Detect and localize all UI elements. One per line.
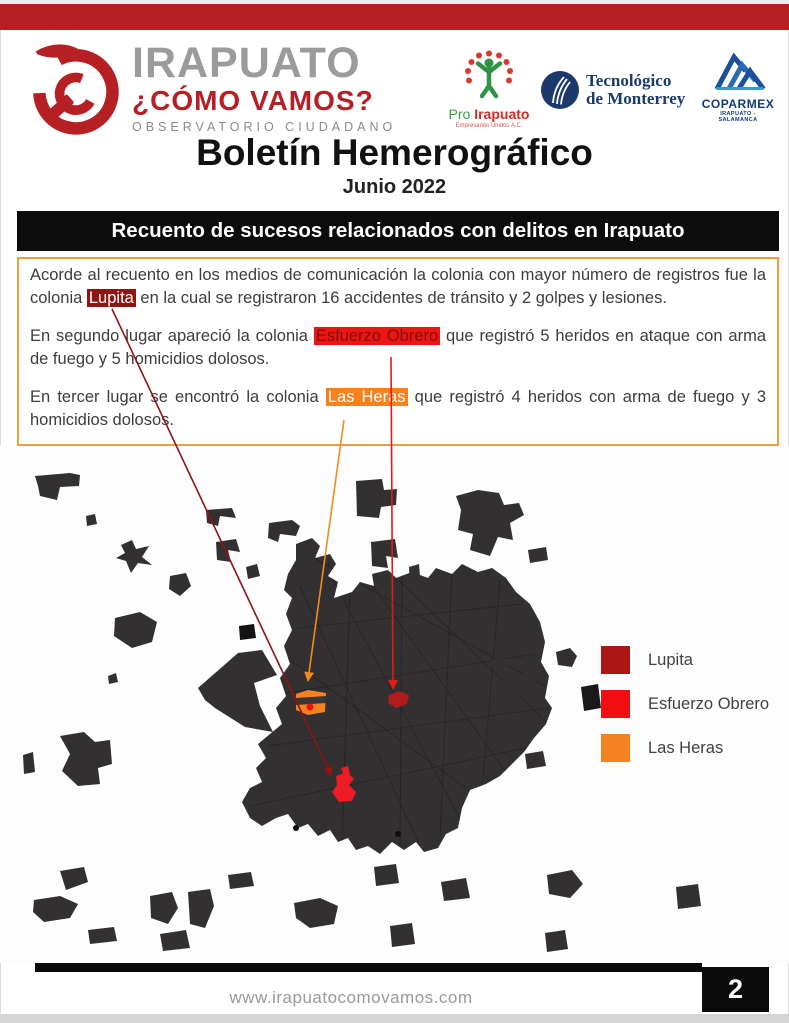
pro-irapuato-icon xyxy=(462,50,516,100)
coparmex-icon xyxy=(709,48,767,90)
lupita-color-swatch xyxy=(601,646,630,674)
tec-monterrey-logo xyxy=(540,70,700,110)
lupita-highlight: Lupita xyxy=(88,289,134,308)
las-heras-highlight: Las Heras xyxy=(327,387,406,406)
tec-monterrey-name xyxy=(586,72,685,108)
paragraph-2 xyxy=(30,325,766,372)
p2-text-after: que registró 5 heridos en ataque con arma de fuego y 5 homicidios dolosos. xyxy=(30,326,766,369)
esfuerzo-obrero-color-swatch xyxy=(601,690,630,718)
website-url[interactable]: www.irapuatocomovamos.com xyxy=(229,988,473,1007)
las-heras-color-swatch xyxy=(601,734,630,762)
p1-text-after: en la cual se registraron 16 accidentes de tránsito y 2 golpes y lesiones. xyxy=(135,289,667,308)
page-title: Boletín Hemerográfico xyxy=(196,132,593,173)
icv-logo-mark xyxy=(24,38,124,138)
logo-line-irapuato: IRAPUATO xyxy=(132,38,361,87)
p2-text-before: En segundo lugar apareció la colonia xyxy=(30,326,314,345)
legend-label: Las Heras xyxy=(648,738,724,757)
page-subtitle: Junio 2022 xyxy=(342,176,447,198)
p3-text-after: que registró 4 heridos con arma de fuego y 3 homicidios dolosos. xyxy=(30,387,767,430)
legend-item-lupita xyxy=(601,646,769,674)
page-number-badge: 2 xyxy=(702,967,769,1012)
map-legend xyxy=(601,646,769,778)
tec-line2: de Monterrey xyxy=(586,89,686,108)
coparmex-subtext: IRAPUATO - SALAMANCA xyxy=(718,111,758,123)
irapuato-word: Irapuato xyxy=(474,106,530,122)
coparmex-logo xyxy=(700,48,776,123)
legend-item-las-heras xyxy=(601,734,769,762)
paragraph-3 xyxy=(30,386,766,433)
legend-label: Lupita xyxy=(648,650,693,669)
section-banner: Recuento de sucesos relacionados con delitos en Irapuato xyxy=(17,211,779,251)
esfuerzo-obrero-highlight: Esfuerzo Obrero xyxy=(315,326,439,345)
legend-label: Esfuerzo Obrero xyxy=(648,694,770,713)
las-heras-map-marker xyxy=(296,690,326,715)
page-edge-bottom xyxy=(0,1014,789,1023)
tec-line1: Tecnológico xyxy=(586,71,672,91)
irapuato-colonias-map xyxy=(0,446,789,963)
pro-word: Pro xyxy=(448,106,471,122)
footer-divider-bar xyxy=(35,963,702,972)
legend-item-esfuerzo-obrero xyxy=(601,690,769,718)
p3-text-before: En tercer lugar se encontró la colonia xyxy=(30,387,326,406)
logo-line-como-vamos: ¿CÓMO VAMOS? xyxy=(132,84,374,116)
p1-text-before: Acorde al recuento en los medios de comunicación la colonia con mayor número de registros fue la colonia xyxy=(30,266,766,308)
pro-irapuato-subtext: Empresarios Unidos A.C. xyxy=(455,123,523,129)
icv-logo-text xyxy=(132,38,397,135)
pro-irapuato-name xyxy=(446,106,532,122)
coparmex-name: COPARMEX xyxy=(701,97,775,111)
icv-logo xyxy=(24,38,396,138)
top-red-bar xyxy=(0,4,789,30)
paragraph-1 xyxy=(30,264,766,311)
tec-monterrey-icon xyxy=(540,70,580,110)
logo-line-observatorio: OBSERVATORIO CIUDADANO xyxy=(132,120,397,135)
summary-textbox xyxy=(17,257,779,446)
pro-irapuato-logo xyxy=(446,50,532,129)
